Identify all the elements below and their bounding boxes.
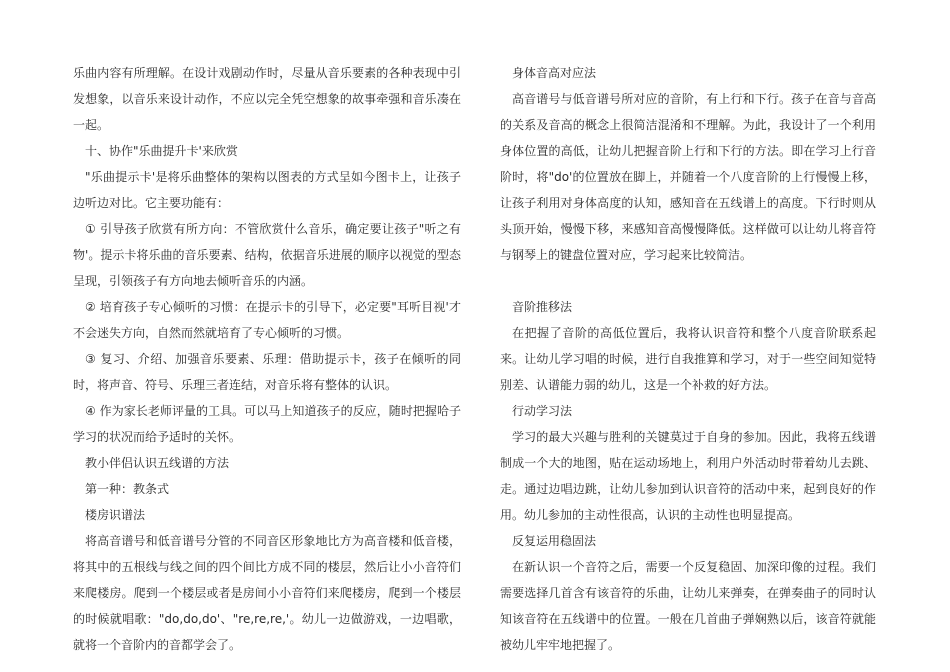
method-heading: 身体音高对应法 xyxy=(512,66,597,80)
method-heading: 音阶推移法 xyxy=(512,300,573,314)
paragraph: 在新认识一个音符之后，需要一个反复稳固、加深印像的过程。我们需要选择几首含有该音符的乐曲，让幼儿来弹奏，在弹奏曲子的同时认知该音符在五线谱中的位置。一般在几首曲子弹娴熟以后，该音符就能被幼儿牢牢地把握了。 xyxy=(500,560,876,652)
paragraph: "乐曲提示卡'是将乐曲整体的架构以图表的方式呈如今图卡上，让孩子边听边对比。它主要功能有： xyxy=(73,170,461,210)
list-item: ③ 复习、介绍、加强音乐要素、乐理：借助提示卡，孩子在倾听的同时，将声音、符号、乐理三者连结，对音乐将有整体的认识。 xyxy=(73,352,461,392)
blank-line xyxy=(500,268,876,294)
paragraph: 乐曲内容有所理解。在设计戏剧动作时，尽量从音乐要素的各种表现中引发想象，以音乐来设计动作，不应以完全凭空想象的故事牵强和音乐凑在一起。 xyxy=(73,66,461,132)
paragraph: 在把握了音阶的高低位置后，我将认识音符和整个八度音阶联系起来。让幼儿学习唱的时候，进行自我推算和学习，对于一些空间知觉特别差、认谱能力弱的幼儿，这是一个补救的好方法。 xyxy=(500,326,876,392)
paragraph: 高音谱号与低音谱号所对应的音阶，有上行和下行。孩子在音与音高的关系及音高的概念上很简洁混淆和不理解。为此，我设计了一个利用身体位置的高低，让幼儿把握音阶上行和下行的方法。即在学习上行音阶时，将"do'的位置放在脚上，并随着一个八度音阶的上行慢慢上移，让孩子利用对身体高度的认知，感知音在五线谱上的高度。下行时则从头顶开始，慢慢下移，来感知音高慢慢降低。这样做可以让幼儿将音符与钢琴上的键盘位置对应，学习起来比较简洁。 xyxy=(500,92,876,262)
section-heading: 十、协作"乐曲提升卡'来欣赏 xyxy=(85,144,238,158)
paragraph: 将高音谱号和低音谱号分管的不同音区形象地比方为高音楼和低音楼，将其中的五根线与线之间的四个间比方成不同的楼层，然后让小小音符们来爬楼房。爬到一个楼层或者是房间小小音符们来爬楼房，爬到一个楼层的时候就唱歌："do,do,do'、"re,re,re,'。幼儿一边做游戏，一边唱歌，就将一个音阶内的音都学会了。 xyxy=(73,534,461,652)
list-item: ④ 作为家长老师评量的工具。可以马上知道孩子的反应，随时把握哈子学习的状况而给予适时的关怀。 xyxy=(73,404,461,444)
subsection-heading: 第一种：教条式 xyxy=(85,482,170,496)
left-column xyxy=(73,60,461,658)
method-heading: 楼房识谱法 xyxy=(85,508,146,522)
section-heading: 教小伴侣认识五线谱的方法 xyxy=(85,456,230,470)
paragraph: 学习的最大兴趣与胜利的关键莫过于自身的参加。因此，我将五线谱制成一个大的地图，贴在运动场地上，利用户外活动时带着幼儿去跳、走。通过边唱边跳，让幼儿参加到认识音符的活动中来，起到良好的作用。幼儿参加的主动性很高，认识的主动性也明显提高。 xyxy=(500,430,876,522)
list-item: ② 培育孩子专心倾听的习惯：在提示卡的引导下，必定要"耳听目视'才不会迷失方向，自然而然就培育了专心倾听的习惯。 xyxy=(73,300,461,340)
method-heading: 反复运用稳固法 xyxy=(512,534,597,548)
method-heading: 行动学习法 xyxy=(512,404,573,418)
list-item: ① 引导孩子欣赏有所方向：不管欣赏什么音乐，确定要让孩子"听之有物'。提示卡将乐曲的音乐要素、结构，依据音乐进展的顺序以视觉的型态呈现，引领孩子有方向地去倾听音乐的内涵。 xyxy=(73,222,461,288)
right-column xyxy=(500,60,876,658)
